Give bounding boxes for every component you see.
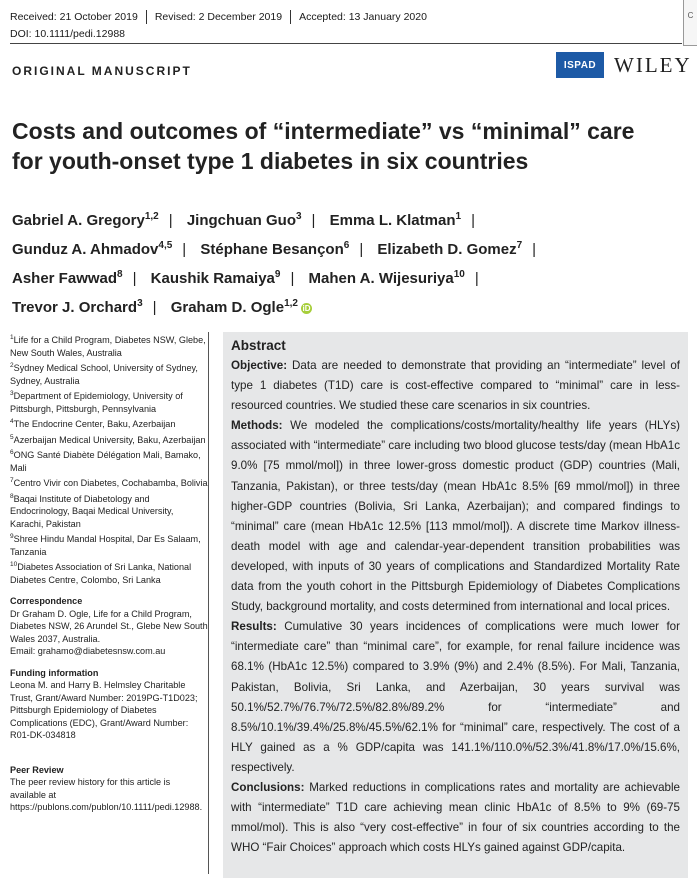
affiliation: $^7$Centro Vivir con Diabetes, Cochabamba, Bolivia (10, 477, 208, 489)
author[interactable]: Mahen A. Wijesuriya$^{10}$ (308, 269, 465, 287)
orcid-icon[interactable]: iD (302, 303, 311, 313)
author-separator: | (474, 270, 479, 287)
affiliation: $^8$Baqai Institute of Diabetology and Endocrinology, Baqai Medical University, Karachi, Pakistan (10, 492, 174, 529)
author-separator: | (182, 241, 187, 258)
author[interactable]: Gunduz A. Ahmadov$^{4,5}$ (12, 240, 173, 258)
peer-review-text[interactable]: The peer review history for this article is available at https://publons.com/publon/10.1111/pedi.12988. (10, 777, 203, 813)
affiliation: $^9$Shree Hindu Mandal Hospital, Dar Es Salaam, Tanzania (10, 533, 201, 557)
author[interactable]: Stéphane Besançon$^6$ (200, 240, 350, 258)
author[interactable]: Kaushik Ramaiya$^9$ (150, 269, 281, 287)
article-history (10, 10, 667, 24)
author[interactable]: Asher Fawwad$^8$ (12, 269, 123, 287)
wiley-logo: WILEY (614, 53, 692, 77)
abstract-objective: Objective: Data are needed to demonstrate that providing an “intermediate” level of type 1 diabetes (T1D) care is cost-effective compared to “minimal” care in less-resourced countries. We studied these care scenarios in six countries. (231, 359, 680, 413)
abstract-results: Results: Cumulative 30 years incidences of complications were much lower for “intermediate care” than “minimal care”, for example, for renal failure incidence was 68.1% (HbA1c 12.5%) compared to 3.9% (9%) and 2.4% (8.5%). For Mali, Tanzania, Pakistan, Bolivia, Sri Lanka, and Azerbaijan, 30 years survival was 50.1%/52.7%/76.7%/72.5%/82.8%/89.2% for “intermediate” and 8.5%/10.1%/39.4%/25.8%/45.5%/62.1% for “minimal” care, respectively. The cost of a HLY gained as a % GDP/capita was 141.1%/110.0%/52.3%/41.8%/17.0%/15.6%, respectively. (231, 620, 680, 774)
funding-heading: Funding information (10, 667, 99, 678)
revised-date: Revised: 2 December 2019 (146, 10, 290, 24)
abstract-methods: Methods: We modeled the complications/costs/mortality/healthy life years (HLYs) associated with “intermediate” care including two blood glucose tests/day (mean HbA1c 9.0% [75 mmol/mol]) in three lower-gross domestic product (GDP) countries (Mali, Tanzania, Pakistan), or three tests/day (mean HbA1c 8.5% [69 mmol/mol]) in three higher-GDP countries (Bolivia, Sri Lanka, Azerbaijan); and compared findings to “minimal” care (mean HbA1c 12.5% [113 mmol/mol]). A discrete time Markov illness-death model with age and calendar-year-dependent transition probabilities was developed, with inputs of 30 years of complications and Standardized Mortality Rate data from the youth cohort in the Pittsburgh Epidemiology of Diabetes Complications Study, background mortality, and costs determined from international and local prices. (231, 419, 680, 614)
author[interactable]: Emma L. Klatman$^1$ (329, 211, 462, 229)
affiliations-column (10, 332, 208, 814)
correspondence-heading: Correspondence (10, 596, 83, 607)
author[interactable]: Graham D. Ogle$^{1,2}$ (170, 298, 298, 316)
header-rule (10, 43, 682, 44)
affiliation: $^5$Azerbaijan Medical University, Baku, Azerbaijan (10, 433, 206, 445)
accepted-date: Accepted: 13 January 2020 (290, 10, 435, 24)
author-separator: | (532, 241, 537, 258)
author[interactable]: Gabriel A. Gregory$^{1,2}$ (12, 211, 159, 229)
affiliation: $^6$ONG Santé Diabète Délégation Mali, Bamako, Mali (10, 449, 201, 473)
author-list (12, 204, 672, 320)
peer-review-heading: Peer Review (10, 764, 64, 775)
author-separator: | (290, 270, 295, 287)
affiliation: $^2$Sydney Medical School, University of Sydney, Sydney, Australia (10, 362, 198, 386)
author-separator: | (359, 241, 364, 258)
affiliation: $^4$The Endocrine Center, Baku, Azerbaijan (10, 418, 176, 430)
affiliation: $^1$Life for a Child Program, Diabetes NSW, Glebe, New South Wales, Australia (10, 334, 206, 358)
funding-text: Leona M. and Harry B. Helmsley Charitable Trust, Grant/Award Number: 2019PG-T1D023; Pittsburgh Epidemiology of Diabetes Complications (EDC), Grant/Award Number: R01-DK-034818 (10, 680, 198, 741)
edge-tab[interactable]: C (683, 0, 697, 46)
doi[interactable]: DOI: 10.1111/pedi.12988 (10, 28, 126, 40)
author[interactable]: Jingchuan Guo$^3$ (186, 211, 302, 229)
correspondence-text: Dr Graham D. Ogle, Life for a Child Program, Diabetes NSW, 26 Arundel St., Glebe New South Wales 2037, Australia. (10, 608, 208, 644)
affiliation: $^{10}$Diabetes Association of Sri Lanka, National Diabetes Centre, Colombo, Sri Lanka (10, 561, 192, 585)
column-divider (208, 332, 209, 874)
affiliation: $^3$Department of Epidemiology, University of Pittsburgh, Pittsburgh, Pennsylvania (10, 390, 183, 414)
author-separator: | (311, 212, 316, 229)
author-separator: | (471, 212, 475, 229)
author[interactable]: Elizabeth D. Gomez$^7$ (377, 240, 523, 258)
article-title: Costs and outcomes of “intermediate” vs “minimal” care for youth-onset type 1 diabetes in six countries (12, 118, 635, 174)
abstract-conclusions: Conclusions: Marked reductions in complications rates and mortality are achievable with “intermediate” T1D care achieving mean clinic HbA1c of 8.5% to 9% (69-75 mmol/mol). This is also “very cost-effective” in four of six countries according to the WHO “Fair Choices” approach which costs HLYs gained against GDP/capita. (231, 780, 680, 855)
received-date: Received: 21 October 2019 (10, 11, 138, 23)
correspondence-email[interactable]: Email: grahamo@diabetesnsw.com.au (10, 646, 166, 657)
author[interactable]: Trevor J. Orchard$^3$ (12, 298, 143, 316)
abstract-box (223, 332, 688, 878)
author-separator: | (152, 299, 157, 316)
abstract-heading: Abstract (231, 338, 286, 353)
author-separator: | (132, 270, 137, 287)
author-separator: | (168, 212, 173, 229)
section-label: ORIGINAL MANUSCRIPT (12, 64, 192, 78)
ispad-logo: ISPAD (556, 52, 604, 78)
